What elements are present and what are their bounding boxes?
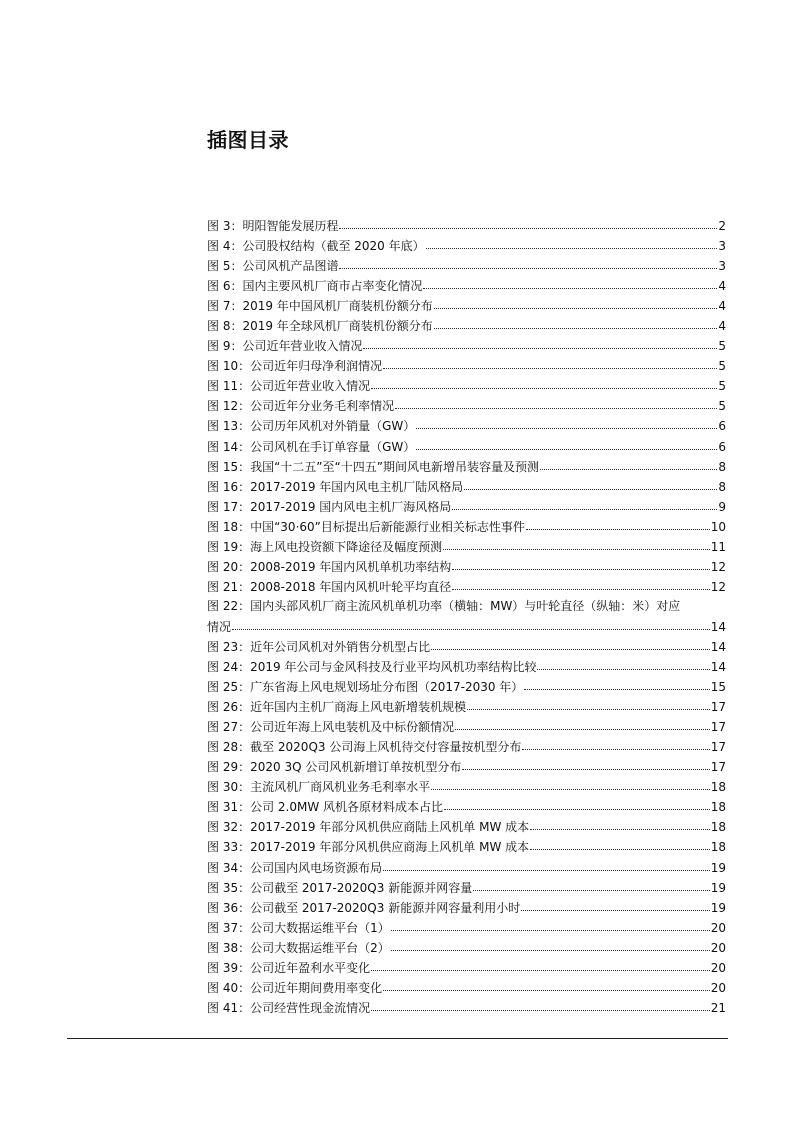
entry-title: 图 34：公司国内风电场资源布局	[207, 860, 383, 875]
entry-title: 图 33：2017-2019 年部分风机供应商海上风机单 MW 成本	[207, 840, 530, 855]
entry-title: 图 13：公司历年风机对外销量（GW）	[207, 419, 416, 434]
toc-entry[interactable]	[207, 656, 726, 676]
toc-entry[interactable]	[207, 436, 726, 456]
entry-page-number: 11	[710, 539, 726, 554]
dot-leader	[383, 856, 710, 871]
dot-leader	[540, 455, 717, 470]
entry-page-number: 15	[710, 680, 726, 695]
entry-title: 图 3：明阳智能发展历程	[207, 219, 339, 233]
entry-title: 图 6：国内主要风机厂商市占率变化情况	[207, 279, 423, 294]
entry-page-number: 20	[710, 940, 726, 955]
toc-entry[interactable]	[207, 556, 726, 576]
entry-title: 图 24：2019 年公司与金风科技及行业平均风机功率结构比较	[207, 660, 537, 675]
entry-title: 图 32：2017-2019 年部分风机供应商陆上风机单 MW 成本	[207, 820, 530, 835]
entry-page-number: 20	[710, 960, 726, 975]
entry-title: 图 35：公司截至 2017-2020Q3 新能源并网容量	[207, 880, 473, 895]
dot-leader	[416, 414, 717, 429]
toc-entry[interactable]	[207, 456, 726, 476]
entry-page-number: 14	[710, 660, 726, 675]
entry-title: 图 28：截至 2020Q3 公司海上风机待交付容量按机型分布	[207, 740, 522, 755]
toc-entry[interactable]	[207, 235, 726, 255]
entry-page-number: 19	[710, 880, 726, 895]
entry-page-number: 19	[710, 860, 726, 875]
entry-title: 图 36：公司截至 2017-2020Q3 新能源并网容量利用小时	[207, 900, 521, 915]
toc-entry[interactable]	[207, 315, 726, 335]
dot-leader	[522, 735, 709, 750]
dot-leader	[391, 936, 710, 951]
toc-entry[interactable]	[207, 877, 726, 897]
entry-title: 图 19：海上风电投资额下降途径及幅度预测	[207, 539, 443, 554]
entry-title: 图 5：公司风机产品图谱	[207, 259, 339, 274]
entry-page-number: 3	[718, 239, 726, 254]
entry-title-continuation: 情况	[207, 619, 232, 634]
toc-entry-continuation[interactable]	[207, 616, 726, 636]
entry-title: 图 20：2008-2019 年国内风机单机功率结构	[207, 559, 452, 574]
entry-title: 图 39：公司近年盈利水平变化	[207, 960, 371, 975]
entry-title: 图 9：公司近年营业收入情况	[207, 339, 363, 354]
entry-title: 图 31：公司 2.0MW 风机各原材料成本占比	[207, 800, 444, 815]
toc-entry[interactable]	[207, 295, 726, 315]
dot-leader	[455, 715, 710, 730]
toc-entry[interactable]	[207, 997, 726, 1017]
entry-title: 图 27：公司近年海上风电装机及中标份额情况	[207, 720, 455, 735]
entry-title: 图 41：公司经营性现金流情况	[207, 1000, 371, 1015]
dot-leader	[339, 214, 717, 229]
toc-entry[interactable]	[207, 335, 726, 355]
entry-page-number: 17	[710, 760, 726, 775]
entry-title: 图 12：公司近年分业务毛利率情况	[207, 399, 395, 414]
entry-title: 图 37：公司大数据运维平台（1）	[207, 920, 390, 935]
entry-title: 图 23：近年公司风机对外销售分机型占比	[207, 639, 431, 654]
entry-title: 图 8：2019 年全球风机厂商装机份额分布	[207, 319, 433, 334]
entry-page-number: 8	[718, 479, 726, 494]
entry-page-number: 20	[710, 980, 726, 995]
entry-title: 图 22：国内头部风机厂商主流风机单机功率（横轴：MW）与叶轮直径（纵轴：米）对应	[207, 598, 681, 613]
entry-page-number: 14	[710, 619, 726, 634]
entry-page-number: 4	[718, 299, 726, 314]
entry-title: 图 40：公司近年期间费用率变化	[207, 980, 383, 995]
dot-leader	[431, 775, 710, 790]
toc-entry[interactable]	[207, 917, 726, 937]
dot-leader	[443, 535, 710, 550]
footer-divider	[67, 1038, 728, 1039]
entry-title: 图 15：我国“十二五”至“十四五”期间风电新增吊装容量及预测	[207, 459, 539, 474]
dot-leader	[395, 394, 717, 409]
entry-page-number: 10	[710, 519, 726, 534]
dot-leader	[530, 835, 710, 850]
entry-page-number: 6	[718, 419, 726, 434]
dot-leader	[464, 475, 717, 490]
toc-entry[interactable]	[207, 736, 726, 756]
entry-title: 图 21：2008-2018 年国内风机叶轮平均直径	[207, 579, 452, 594]
toc-entry[interactable]	[207, 275, 726, 295]
dot-leader	[530, 815, 710, 830]
dot-leader	[452, 495, 717, 510]
dot-leader	[467, 695, 710, 710]
toc-entry[interactable]	[207, 355, 726, 375]
entry-title: 图 29：2020 3Q 公司风机新增订单按机型分布	[207, 760, 462, 775]
figure-list	[207, 215, 726, 1017]
toc-entry[interactable]	[207, 776, 726, 796]
dot-leader	[339, 254, 717, 269]
entry-title: 图 30：主流风机厂商风机业务毛利率水平	[207, 780, 431, 795]
toc-entry[interactable]	[207, 897, 726, 917]
entry-title: 图 14：公司风机在手订单容量（GW）	[207, 439, 416, 454]
entry-title: 图 4：公司股权结构（截至 2020 年底）	[207, 239, 425, 254]
dot-leader	[434, 314, 718, 329]
entry-title: 图 25：广东省海上风电规划场址分布图（2017-2030 年）	[207, 680, 524, 695]
page-title: 插图目录	[207, 128, 289, 152]
dot-leader	[452, 555, 709, 570]
dot-leader	[371, 956, 710, 971]
entry-title: 图 26：近年国内主机厂商海上风电新增装机规模	[207, 700, 467, 715]
toc-entry[interactable]	[207, 836, 726, 856]
entry-title: 图 18：中国“30·60”目标提出后新能源行业相关标志性事件	[207, 519, 525, 534]
entry-page-number: 19	[710, 900, 726, 915]
entry-page-number: 17	[710, 700, 726, 715]
entry-page-number: 5	[718, 379, 726, 394]
toc-entry[interactable]	[207, 756, 726, 776]
entry-page-number: 8	[718, 459, 726, 474]
toc-entry[interactable]	[207, 476, 726, 496]
dot-leader	[462, 755, 709, 770]
toc-entry[interactable]	[207, 957, 726, 977]
entry-title: 图 16：2017-2019 年国内风电主机厂陆风格局	[207, 479, 464, 494]
entry-page-number: 4	[718, 319, 726, 334]
dot-leader	[416, 435, 717, 450]
toc-entry[interactable]	[207, 215, 726, 235]
entry-page-number: 17	[710, 720, 726, 735]
entry-page-number: 6	[718, 439, 726, 454]
toc-entry[interactable]	[207, 415, 726, 435]
dot-leader	[444, 795, 710, 810]
entry-page-number: 5	[718, 359, 726, 374]
dot-leader	[426, 234, 718, 249]
toc-entry[interactable]	[207, 395, 726, 415]
dot-leader	[434, 294, 718, 309]
entry-page-number: 9	[718, 499, 726, 514]
entry-title: 图 11：公司近年营业收入情况	[207, 379, 371, 394]
entry-page-number: 5	[718, 399, 726, 414]
toc-entry[interactable]	[207, 716, 726, 736]
entry-page-number: 4	[718, 279, 726, 294]
dot-leader	[537, 655, 709, 670]
entry-page-number: 18	[710, 780, 726, 795]
dot-leader	[383, 354, 717, 369]
dot-leader	[363, 334, 717, 349]
dot-leader	[521, 896, 710, 911]
entry-page-number: 17	[710, 740, 726, 755]
dot-leader	[473, 876, 710, 891]
entry-page-number: 21	[710, 1000, 726, 1015]
entry-title: 图 17：2017-2019 国内风电主机厂海风格局	[207, 499, 452, 514]
toc-entry[interactable]	[207, 576, 726, 596]
toc-entry[interactable]	[207, 536, 726, 556]
entry-page-number: 20	[710, 920, 726, 935]
toc-entry[interactable]	[207, 676, 726, 696]
toc-entry[interactable]	[207, 255, 726, 275]
dot-leader	[452, 575, 709, 590]
toc-entry[interactable]	[207, 375, 726, 395]
toc-entry[interactable]	[207, 496, 726, 516]
entry-page-number: 12	[710, 579, 726, 594]
dot-leader	[524, 675, 709, 690]
toc-entry[interactable]	[207, 516, 726, 536]
toc-entry[interactable]	[207, 636, 726, 656]
dot-leader	[526, 515, 710, 530]
entry-title: 图 10：公司近年归母净利润情况	[207, 359, 383, 374]
entry-page-number: 14	[710, 639, 726, 654]
toc-entry[interactable]	[207, 816, 726, 836]
toc-entry[interactable]	[207, 937, 726, 957]
entry-page-number: 18	[710, 820, 726, 835]
entry-page-number: 2	[718, 219, 726, 233]
dot-leader	[383, 976, 710, 991]
entry-page-number: 5	[718, 339, 726, 354]
toc-entry[interactable]	[207, 596, 726, 616]
toc-entry[interactable]	[207, 857, 726, 877]
toc-entry[interactable]	[207, 696, 726, 716]
entry-page-number: 12	[710, 559, 726, 574]
toc-entry[interactable]	[207, 796, 726, 816]
entry-page-number: 18	[710, 840, 726, 855]
entry-page-number: 18	[710, 800, 726, 815]
dot-leader	[423, 274, 717, 289]
dot-leader	[232, 615, 710, 630]
entry-title: 图 38：公司大数据运维平台（2）	[207, 940, 390, 955]
entry-page-number: 3	[718, 259, 726, 274]
dot-leader	[371, 374, 717, 389]
dot-leader	[391, 916, 710, 931]
dot-leader	[431, 635, 710, 650]
dot-leader	[371, 996, 710, 1011]
entry-title: 图 7：2019 年中国风机厂商装机份额分布	[207, 299, 433, 314]
toc-entry[interactable]	[207, 977, 726, 997]
